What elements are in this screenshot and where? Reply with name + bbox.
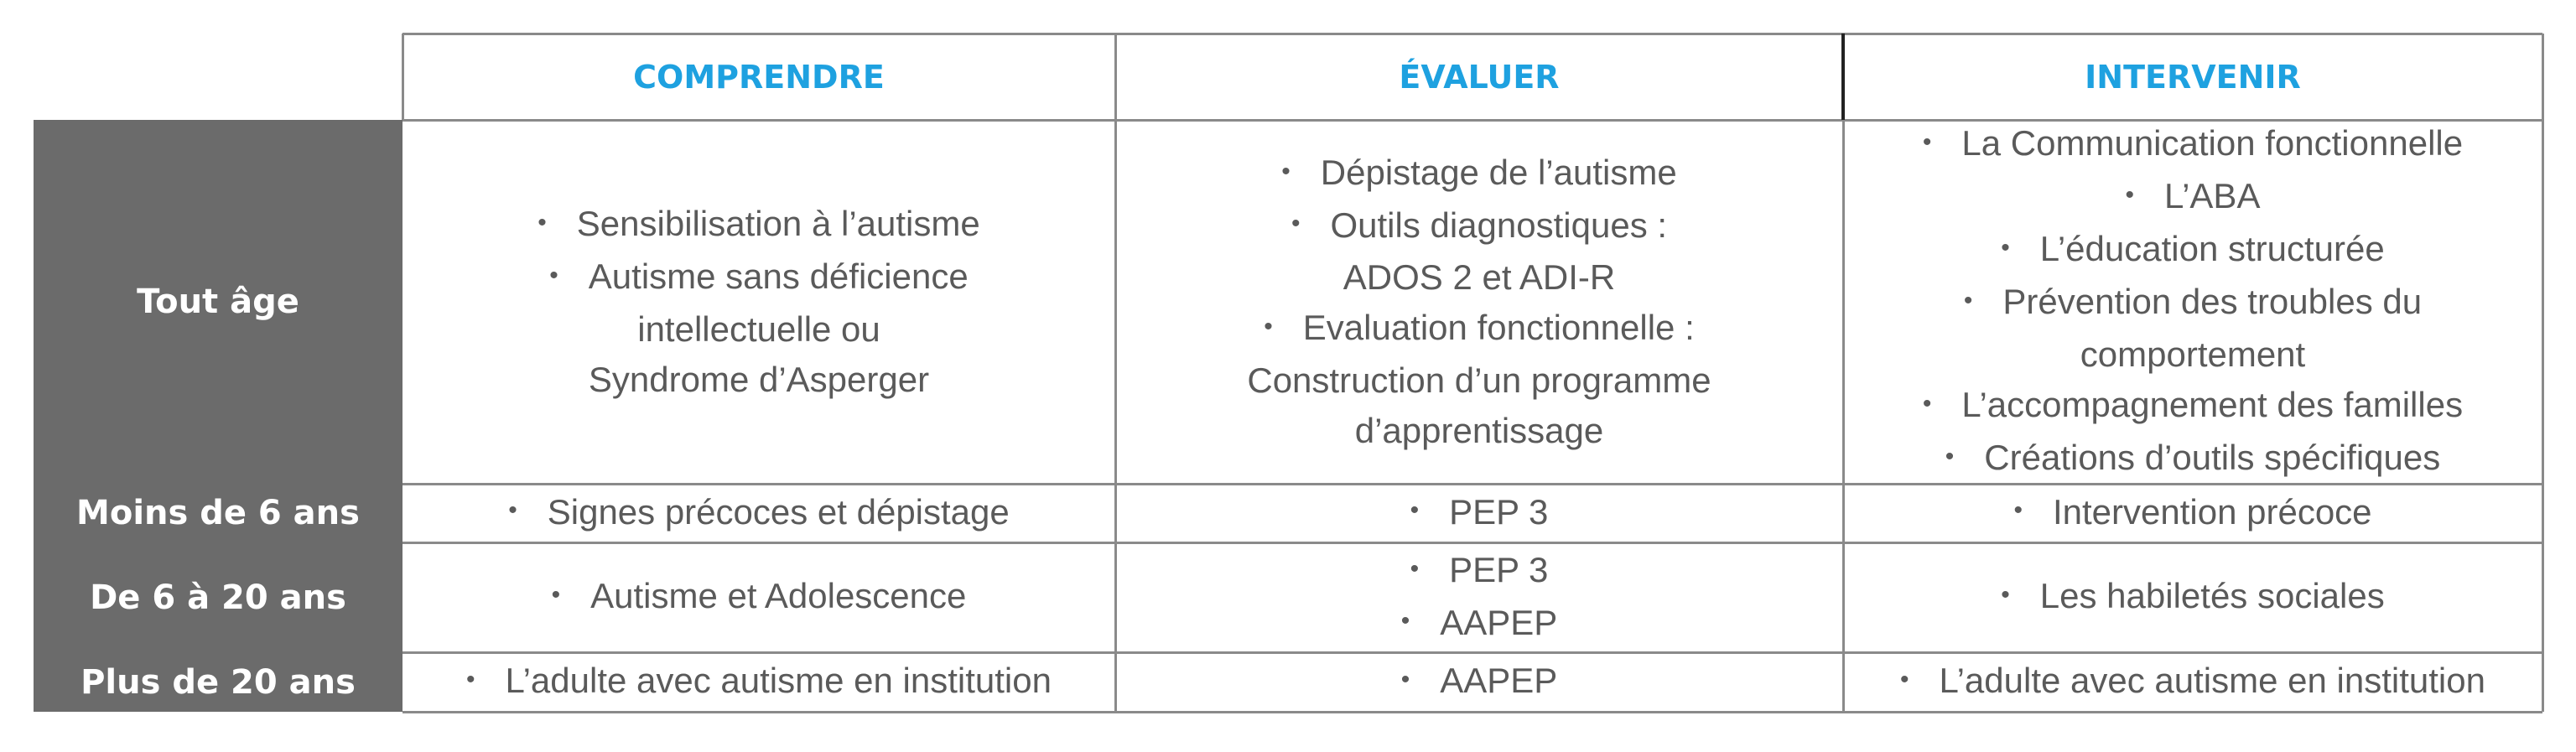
item-continuation [1355, 406, 1604, 456]
bullet-icon: • [2013, 496, 2023, 525]
bullet-icon: • [551, 580, 561, 609]
bullet-item [1964, 277, 2422, 329]
bullet-item [1291, 200, 1667, 253]
column-header-intervenir: INTERVENIR [2085, 58, 2301, 96]
grid-line [402, 34, 404, 120]
bullet-item [1410, 487, 1549, 540]
item-text: comportement [2080, 334, 2306, 374]
cell-de-6-a-20-ans-intervenir [1843, 542, 2542, 652]
bullet-item [2001, 224, 2384, 277]
item-text: AAPEP [1440, 661, 1558, 701]
bullet-item [466, 656, 1052, 708]
item-text: d’apprentissage [1354, 411, 1604, 451]
bullet-item [2001, 571, 2384, 624]
item-text: Autisme sans déficience [588, 257, 969, 296]
grid-line [402, 119, 2542, 122]
grid-line [1842, 120, 1845, 712]
item-text: Construction d’un programme [1247, 360, 1711, 401]
bullet-icon: • [2125, 181, 2135, 210]
item-continuation [1247, 355, 1711, 406]
bullet-item [1410, 545, 1549, 598]
bullet-item [1264, 303, 1695, 355]
item-continuation [1343, 252, 1615, 303]
grid-line [2542, 34, 2544, 712]
grid-line [402, 483, 2542, 485]
bullet-item [1401, 598, 1558, 651]
grid-line [1841, 34, 1845, 120]
row-label-plus-de-20-ans: Plus de 20 ans [80, 662, 356, 702]
bullet-item [508, 487, 1010, 540]
item-text: L’ABA [2164, 176, 2261, 216]
item-text: Evaluation fonctionnelle : [1302, 308, 1695, 348]
item-text: L’adulte avec autisme en institution [505, 661, 1052, 701]
item-text: L’accompagnement des familles [1961, 384, 2464, 424]
bullet-item [538, 199, 979, 252]
item-text: La Communication fonctionnelle [1961, 123, 2464, 163]
item-text: Autisme et Adolescence [590, 576, 967, 616]
item-text: Outils diagnostiques : [1330, 205, 1668, 245]
item-text: Prévention des troubles du [2002, 282, 2423, 321]
bullet-item [2126, 171, 2261, 224]
cell-plus-de-20-ans-comprendre [402, 652, 1115, 712]
bullet-item [1945, 433, 2440, 484]
bullet-icon: • [1291, 210, 1301, 238]
bullet-icon: • [538, 209, 547, 236]
bullet-icon: • [1264, 313, 1273, 341]
bullet-icon: • [1410, 554, 1420, 583]
item-text: Créations d’outils spécifiques [1984, 437, 2441, 477]
item-text: Sensibilisation à l’autisme [576, 204, 980, 244]
item-text: Signes précoces et dépistage [547, 491, 1010, 532]
column-header-comprendre: COMPRENDRE [633, 58, 885, 96]
item-text: PEP 3 [1449, 549, 1549, 589]
grid-line [402, 711, 2542, 713]
bullet-item [1401, 656, 1558, 708]
column-header-evaluer: ÉVALUER [1399, 58, 1560, 96]
cell-tout-age-comprendre [402, 120, 1115, 484]
bullet-icon: • [1922, 128, 1932, 157]
item-text: Dépistage de l’autisme [1320, 152, 1677, 192]
bullet-icon: • [2001, 580, 2010, 609]
grid-line [402, 651, 2542, 654]
grid-line [402, 542, 2542, 544]
item-text: intellectuelle ou [637, 309, 880, 349]
bullet-icon: • [1410, 496, 1420, 525]
cell-moins-de-6-ans-comprendre [402, 484, 1115, 542]
bullet-icon: • [1945, 442, 1955, 470]
bullet-icon: • [1922, 389, 1932, 417]
cell-tout-age-evaluer [1115, 120, 1843, 484]
bullet-item [1281, 148, 1676, 200]
item-text: L’éducation structurée [2039, 229, 2385, 269]
bullet-icon: • [2001, 234, 2010, 262]
item-text: PEP 3 [1449, 491, 1549, 532]
row-label-de-6-a-20-ans: De 6 à 20 ans [90, 578, 346, 617]
cell-moins-de-6-ans-evaluer [1115, 484, 1843, 542]
cell-moins-de-6-ans-intervenir [1843, 484, 2542, 542]
cell-de-6-a-20-ans-evaluer [1115, 542, 1843, 652]
bullet-icon: • [1900, 665, 1909, 693]
row-label-tout-age: Tout âge [137, 283, 299, 321]
bullet-item [1900, 656, 2485, 708]
item-text: L’adulte avec autisme en institution [1939, 661, 2485, 701]
bullet-icon: • [1281, 157, 1291, 185]
grid-line [402, 33, 2542, 35]
item-text: Intervention précoce [2052, 491, 2372, 532]
bullet-item [1923, 120, 2463, 171]
cell-plus-de-20-ans-evaluer [1115, 652, 1843, 712]
bullet-icon: • [1400, 607, 1410, 635]
item-continuation [637, 304, 880, 355]
cell-tout-age-intervenir [1843, 120, 2542, 484]
bullet-item [1923, 380, 2463, 433]
bullet-icon: • [466, 665, 475, 693]
row-label-moins-de-6-ans: Moins de 6 ans [76, 494, 360, 532]
item-text: Les habiletés sociales [2039, 576, 2385, 616]
cell-de-6-a-20-ans-comprendre [402, 542, 1115, 652]
item-continuation [589, 355, 929, 405]
bullet-icon: • [1400, 665, 1410, 693]
item-continuation [2080, 329, 2305, 380]
item-text: Syndrome d’Asperger [588, 359, 930, 399]
item-text: AAPEP [1440, 602, 1558, 642]
item-text: ADOS 2 et ADI-R [1343, 257, 1616, 298]
bullet-item [549, 252, 968, 304]
cell-plus-de-20-ans-intervenir [1843, 652, 2542, 712]
bullet-icon: • [549, 261, 558, 289]
grid-line [1114, 34, 1117, 712]
bullet-icon: • [508, 496, 517, 525]
bullet-item [2013, 487, 2371, 540]
bullet-icon: • [1963, 286, 1973, 314]
bullet-item [552, 571, 967, 624]
